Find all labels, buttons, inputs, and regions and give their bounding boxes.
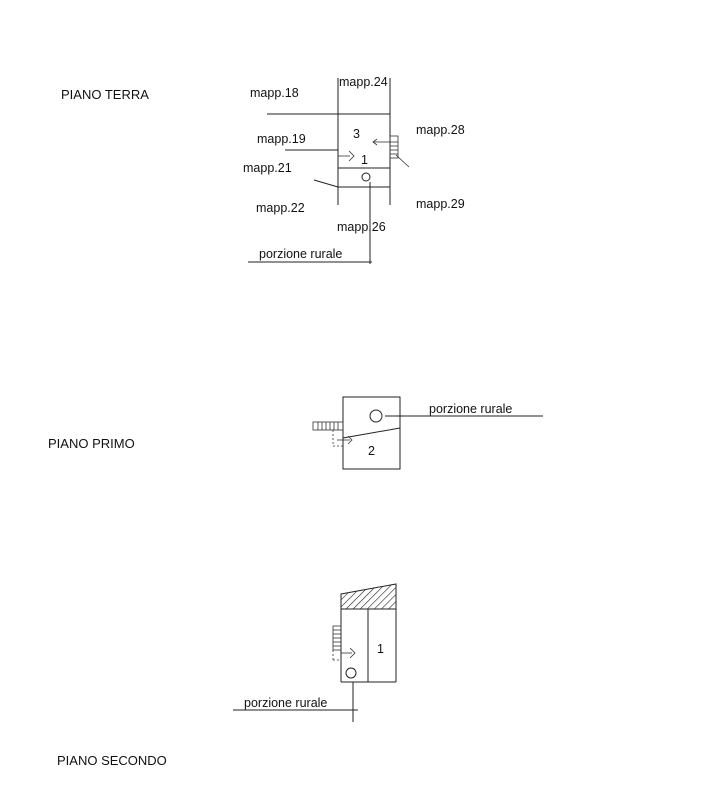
piano-terra-shaft-circle — [362, 173, 370, 181]
label-mapp-18: mapp.18 — [250, 86, 299, 100]
piano-primo-title: PIANO PRIMO — [48, 436, 135, 451]
label-mapp-28: mapp.28 — [416, 123, 465, 137]
label-mapp-29: mapp.29 — [416, 197, 465, 211]
piano-secondo-roof-hatch — [341, 584, 396, 609]
piano-primo-section — [48, 397, 543, 469]
unit-number-1: 1 — [361, 153, 368, 167]
label-mapp-19: mapp.19 — [257, 132, 306, 146]
piano-terra-entrance-arrow — [338, 151, 354, 161]
piano-secondo-title: PIANO SECONDO — [57, 753, 167, 768]
unit-number-1: 1 — [377, 642, 384, 656]
piano-primo-shaft-circle — [370, 410, 382, 422]
unit-number-3: 3 — [353, 127, 360, 141]
piano-terra-title: PIANO TERRA — [61, 87, 149, 102]
label-mapp-26: mapp.26 — [337, 220, 386, 234]
piano-primo-stair — [313, 422, 352, 446]
unit-number-2: 2 — [368, 444, 375, 458]
label-mapp-24: mapp.24 — [339, 75, 388, 89]
porzione-rurale-label: porzione rurale — [429, 402, 513, 416]
porzione-rurale-label: porzione rurale — [259, 247, 343, 261]
piano-secondo-shaft-circle — [346, 668, 356, 678]
label-mapp-22: mapp.22 — [256, 201, 305, 215]
label-mapp-21: mapp.21 — [243, 161, 292, 175]
piano-secondo-stair — [333, 626, 355, 660]
piano-terra-stair — [373, 136, 398, 158]
piano-terra-section — [61, 75, 465, 264]
porzione-rurale-label: porzione rurale — [244, 696, 328, 710]
piano-secondo-section — [57, 584, 396, 768]
